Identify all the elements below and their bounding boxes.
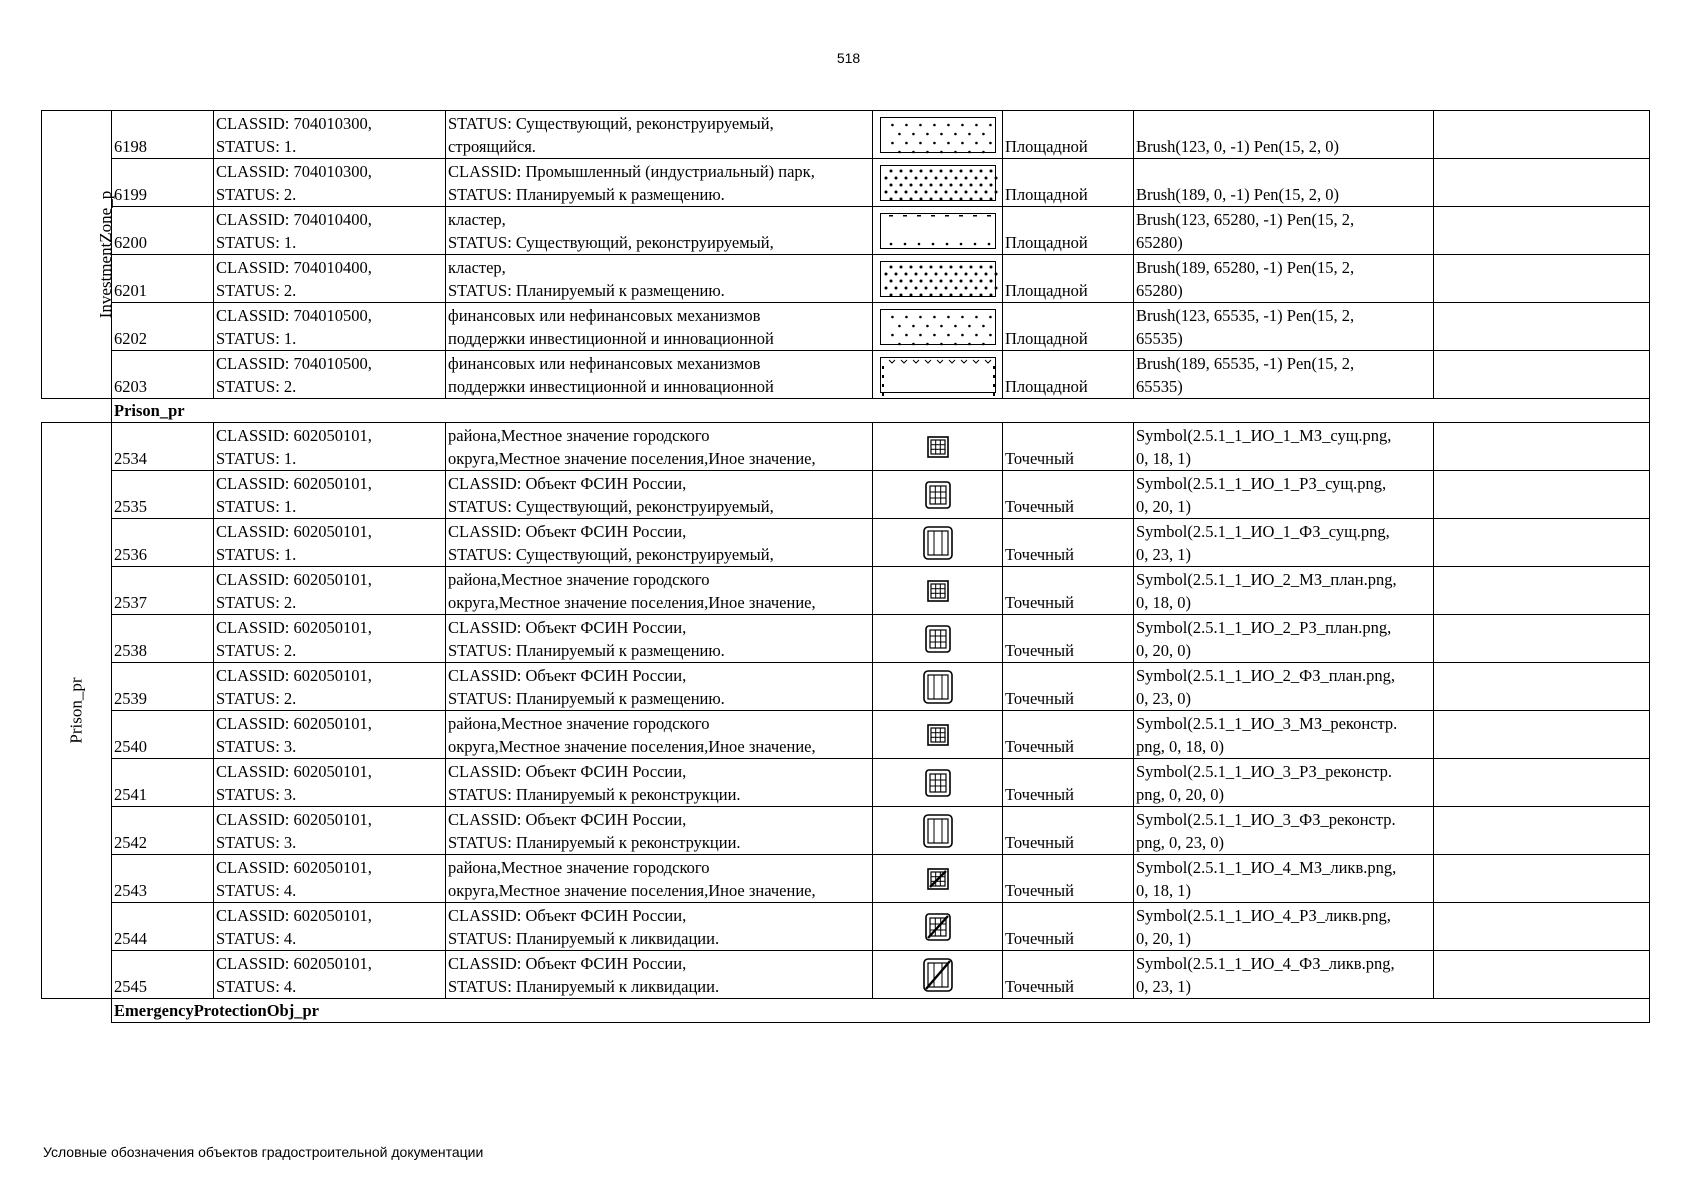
description-line-1: CLASSID: Объект ФСИН России, <box>448 666 687 685</box>
description-line-1: STATUS: Существующий, реконструируемый, <box>448 114 774 133</box>
description-line-1: района,Местное значение городского <box>448 426 710 445</box>
description-line-1: CLASSID: Объект ФСИН России, <box>448 810 687 829</box>
style-line-1: Brush(123, 65280, -1) Pen(15, 2, <box>1136 210 1355 229</box>
condition-line-2: STATUS: 2. <box>216 281 297 300</box>
description-line-2: STATUS: Планируемый к размещению. <box>448 281 725 300</box>
style-line-1: Symbol(2.5.1_1_ИО_4_ФЗ_ликв.png, <box>1136 954 1395 973</box>
symbol-table <box>41 110 1650 1023</box>
condition-line-1: CLASSID: 602050101, <box>216 906 372 925</box>
description-line-1: CLASSID: Объект ФСИН России, <box>448 906 687 925</box>
symbol-cell <box>873 663 1003 711</box>
table-row <box>42 903 1650 951</box>
row-id: 2535 <box>114 497 147 516</box>
condition-line-1: CLASSID: 704010400, <box>216 210 372 229</box>
condition-line-2: STATUS: 1. <box>216 329 297 348</box>
geometry-type: Площадной <box>1005 185 1088 204</box>
row-id: 6201 <box>114 281 147 300</box>
grid-medium-crossed-icon <box>873 913 1002 941</box>
description-line-2: STATUS: Планируемый к ликвидации. <box>448 929 720 948</box>
section-header-prison <box>42 399 1650 423</box>
table-row <box>42 423 1650 471</box>
row-id: 6198 <box>114 137 147 156</box>
empty-cell <box>1434 759 1650 807</box>
description-line-2: STATUS: Планируемый к размещению. <box>448 641 725 660</box>
empty-cell <box>1434 807 1650 855</box>
condition-line-2: STATUS: 2. <box>216 641 297 660</box>
row-id: 2543 <box>114 881 147 900</box>
footer-caption: Условные обозначения объектов градостроительной документации <box>43 1144 484 1160</box>
condition-line-2: STATUS: 2. <box>216 593 297 612</box>
row-id: 2536 <box>114 545 147 564</box>
symbol-cell <box>873 207 1003 255</box>
empty-cell <box>1434 351 1650 399</box>
condition-line-2: STATUS: 4. <box>216 977 297 996</box>
group-label-cell <box>42 423 112 999</box>
symbol-cell <box>873 615 1003 663</box>
table-row <box>42 807 1650 855</box>
style-line-2: 0, 23, 1) <box>1136 545 1191 564</box>
style-line-2: 0, 18, 1) <box>1136 449 1191 468</box>
style-line-2: 65535) <box>1136 377 1183 396</box>
frame-ticks-pattern-swatch <box>880 357 996 393</box>
geometry-type: Площадной <box>1005 281 1088 300</box>
grid-small-icon <box>873 580 1002 602</box>
description-line-2: STATUS: Планируемый к размещению. <box>448 689 725 708</box>
condition-line-1: CLASSID: 602050101, <box>216 810 372 829</box>
condition-line-2: STATUS: 3. <box>216 833 297 852</box>
row-id: 2541 <box>114 785 147 804</box>
geometry-type: Точечный <box>1005 689 1074 708</box>
style-line-1: Symbol(2.5.1_1_ИО_2_ФЗ_план.png, <box>1136 666 1395 685</box>
empty-cell <box>1434 615 1650 663</box>
geometry-type: Точечный <box>1005 497 1074 516</box>
style-line-1: Symbol(2.5.1_1_ИО_1_ФЗ_сущ.png, <box>1136 522 1390 541</box>
condition-line-1: CLASSID: 704010300, <box>216 114 372 133</box>
symbol-cell <box>873 567 1003 615</box>
empty-cell <box>1434 903 1650 951</box>
description-line-1: CLASSID: Объект ФСИН России, <box>448 522 687 541</box>
description-line-1: CLASSID: Промышленный (индустриальный) парк, <box>448 162 815 181</box>
description-line-2: STATUS: Планируемый к реконструкции. <box>448 785 741 804</box>
style-line-1: Symbol(2.5.1_1_ИО_1_МЗ_сущ.png, <box>1136 426 1392 445</box>
condition-line-1: CLASSID: 602050101, <box>216 522 372 541</box>
description-line-2: округа,Местное значение поселения,Иное значение, <box>448 593 816 612</box>
group-label: InvestmentZone_p <box>96 190 116 319</box>
style-line-1: Brush(189, 0, -1) Pen(15, 2, 0) <box>1136 185 1340 204</box>
table-row <box>42 519 1650 567</box>
symbol-cell <box>873 351 1003 399</box>
table-row <box>42 159 1650 207</box>
description-line-1: кластер, <box>448 210 506 229</box>
empty-cell <box>1434 471 1650 519</box>
empty-cell <box>1434 855 1650 903</box>
condition-line-1: CLASSID: 704010500, <box>216 306 372 325</box>
section-header-emergency <box>42 999 1650 1023</box>
description-line-2: STATUS: Существующий, реконструируемый, <box>448 233 774 252</box>
symbol-cell <box>873 855 1003 903</box>
geometry-type: Площадной <box>1005 137 1088 156</box>
description-line-2: STATUS: Существующий, реконструируемый, <box>448 545 774 564</box>
symbol-cell <box>873 303 1003 351</box>
empty-cell <box>1434 951 1650 999</box>
style-line-1: Brush(189, 65280, -1) Pen(15, 2, <box>1136 258 1355 277</box>
table-row <box>42 111 1650 159</box>
dense-dots-pattern-swatch <box>880 165 996 201</box>
empty-cell <box>1434 159 1650 207</box>
symbol-cell <box>873 759 1003 807</box>
row-id: 6199 <box>114 185 147 204</box>
description-line-2: округа,Местное значение поселения,Иное значение, <box>448 881 816 900</box>
table-row <box>42 711 1650 759</box>
geometry-type: Точечный <box>1005 881 1074 900</box>
condition-line-1: CLASSID: 602050101, <box>216 618 372 637</box>
sparse-dots-pattern-swatch <box>880 309 996 345</box>
style-line-1: Symbol(2.5.1_1_ИО_1_РЗ_сущ.png, <box>1136 474 1387 493</box>
description-line-2: STATUS: Планируемый к ликвидации. <box>448 977 720 996</box>
description-line-2: строящийся. <box>448 137 536 156</box>
empty-cell <box>1434 519 1650 567</box>
group-label: Prison_pr <box>67 677 86 744</box>
symbol-cell <box>873 807 1003 855</box>
row-id: 2538 <box>114 641 147 660</box>
section-title-prison: Prison_pr <box>114 401 185 420</box>
style-line-2: 0, 18, 1) <box>1136 881 1191 900</box>
style-line-1: Symbol(2.5.1_1_ИО_3_ФЗ_реконстр. <box>1136 810 1396 829</box>
geometry-type: Точечный <box>1005 737 1074 756</box>
description-line-1: финансовых или нефинансовых механизмов <box>448 306 761 325</box>
condition-line-2: STATUS: 1. <box>216 545 297 564</box>
empty-cell <box>1434 111 1650 159</box>
style-line-2: png, 0, 18, 0) <box>1136 737 1224 756</box>
geometry-type: Точечный <box>1005 833 1074 852</box>
style-line-1: Brush(123, 65535, -1) Pen(15, 2, <box>1136 306 1355 325</box>
style-line-1: Symbol(2.5.1_1_ИО_4_РЗ_ликв.png, <box>1136 906 1391 925</box>
group-label-cell <box>42 111 116 399</box>
grid-small-crossed-icon <box>873 868 1002 890</box>
symbol-cell <box>873 519 1003 567</box>
dense-dots-pattern-swatch <box>880 261 996 297</box>
bars-large-crossed-icon <box>873 958 1002 992</box>
geometry-type: Площадной <box>1005 233 1088 252</box>
condition-line-1: CLASSID: 602050101, <box>216 666 372 685</box>
style-line-1: Symbol(2.5.1_1_ИО_3_РЗ_реконстр. <box>1136 762 1393 781</box>
style-line-2: 65280) <box>1136 281 1183 300</box>
page-number: 518 <box>836 50 861 66</box>
style-line-1: Brush(123, 0, -1) Pen(15, 2, 0) <box>1136 137 1340 156</box>
geometry-type: Точечный <box>1005 929 1074 948</box>
empty-cell <box>1434 711 1650 759</box>
bars-large-icon <box>873 814 1002 848</box>
style-line-1: Symbol(2.5.1_1_ИО_2_РЗ_план.png, <box>1136 618 1392 637</box>
table-row <box>42 255 1650 303</box>
description-line-2: STATUS: Планируемый к реконструкции. <box>448 833 741 852</box>
row-id: 2539 <box>114 689 147 708</box>
condition-line-2: STATUS: 1. <box>216 449 297 468</box>
style-line-2: 0, 20, 1) <box>1136 497 1191 516</box>
symbol-cell <box>873 711 1003 759</box>
description-line-1: CLASSID: Объект ФСИН России, <box>448 762 687 781</box>
table-row <box>42 759 1650 807</box>
geometry-type: Точечный <box>1005 785 1074 804</box>
condition-line-1: CLASSID: 602050101, <box>216 762 372 781</box>
grid-medium-icon <box>873 481 1002 509</box>
symbol-cell <box>873 111 1003 159</box>
description-line-2: поддержки инвестиционной и инновационной <box>448 329 774 348</box>
style-line-2: 65280) <box>1136 233 1183 252</box>
condition-line-1: CLASSID: 602050101, <box>216 714 372 733</box>
geometry-type: Площадной <box>1005 377 1088 396</box>
condition-line-1: CLASSID: 602050101, <box>216 426 372 445</box>
style-line-1: Symbol(2.5.1_1_ИО_2_МЗ_план.png, <box>1136 570 1397 589</box>
description-line-1: района,Местное значение городского <box>448 858 710 877</box>
row-id: 2545 <box>114 977 147 996</box>
table-row <box>42 663 1650 711</box>
row-id: 6202 <box>114 329 147 348</box>
empty-cell <box>1434 207 1650 255</box>
condition-line-2: STATUS: 2. <box>216 377 297 396</box>
style-line-2: 0, 23, 1) <box>1136 977 1191 996</box>
row-id: 2544 <box>114 929 147 948</box>
condition-line-1: CLASSID: 602050101, <box>216 858 372 877</box>
grid-small-icon <box>873 436 1002 458</box>
table-row <box>42 207 1650 255</box>
condition-line-2: STATUS: 2. <box>216 689 297 708</box>
condition-line-1: CLASSID: 704010300, <box>216 162 372 181</box>
condition-line-1: CLASSID: 704010500, <box>216 354 372 373</box>
symbol-cell <box>873 255 1003 303</box>
table-row <box>42 615 1650 663</box>
symbol-cell <box>873 471 1003 519</box>
geometry-type: Площадной <box>1005 329 1088 348</box>
description-line-1: района,Местное значение городского <box>448 570 710 589</box>
geometry-type: Точечный <box>1005 977 1074 996</box>
row-id: 2540 <box>114 737 147 756</box>
geometry-type: Точечный <box>1005 641 1074 660</box>
description-line-2: поддержки инвестиционной и инновационной <box>448 377 774 396</box>
table-row <box>42 855 1650 903</box>
condition-line-2: STATUS: 4. <box>216 929 297 948</box>
style-line-2: 0, 20, 0) <box>1136 641 1191 660</box>
style-line-2: 0, 18, 0) <box>1136 593 1191 612</box>
row-id: 6200 <box>114 233 147 252</box>
section-title-emergency: EmergencyProtectionObj_pr <box>114 1001 319 1020</box>
description-line-2: STATUS: Планируемый к размещению. <box>448 185 725 204</box>
condition-line-2: STATUS: 2. <box>216 185 297 204</box>
description-line-2: STATUS: Существующий, реконструируемый, <box>448 497 774 516</box>
style-line-1: Symbol(2.5.1_1_ИО_4_МЗ_ликв.png, <box>1136 858 1397 877</box>
condition-line-1: CLASSID: 602050101, <box>216 954 372 973</box>
description-line-1: CLASSID: Объект ФСИН России, <box>448 954 687 973</box>
style-line-2: 65535) <box>1136 329 1183 348</box>
style-line-2: png, 0, 23, 0) <box>1136 833 1224 852</box>
geometry-type: Точечный <box>1005 545 1074 564</box>
style-line-1: Brush(189, 65535, -1) Pen(15, 2, <box>1136 354 1355 373</box>
empty-cell <box>1434 423 1650 471</box>
empty-cell <box>1434 303 1650 351</box>
symbol-cell <box>873 159 1003 207</box>
symbol-cell <box>873 423 1003 471</box>
table-row <box>42 351 1650 399</box>
sparse-dots-pattern-swatch <box>880 117 996 153</box>
edge-dots-pattern-swatch <box>880 213 996 249</box>
description-line-2: округа,Местное значение поселения,Иное значение, <box>448 449 816 468</box>
condition-line-1: CLASSID: 602050101, <box>216 570 372 589</box>
condition-line-1: CLASSID: 704010400, <box>216 258 372 277</box>
condition-line-2: STATUS: 1. <box>216 137 297 156</box>
bars-large-icon <box>873 526 1002 560</box>
row-id: 2534 <box>114 449 147 468</box>
geometry-type: Точечный <box>1005 449 1074 468</box>
condition-line-2: STATUS: 3. <box>216 737 297 756</box>
row-id: 2542 <box>114 833 147 852</box>
table-row <box>42 951 1650 999</box>
geometry-type: Точечный <box>1005 593 1074 612</box>
bars-large-icon <box>873 670 1002 704</box>
table-row <box>42 303 1650 351</box>
empty-cell <box>1434 663 1650 711</box>
empty-cell <box>1434 567 1650 615</box>
table-row <box>42 567 1650 615</box>
condition-line-2: STATUS: 4. <box>216 881 297 900</box>
grid-small-icon <box>873 724 1002 746</box>
style-line-2: png, 0, 20, 0) <box>1136 785 1224 804</box>
condition-line-2: STATUS: 1. <box>216 497 297 516</box>
row-id: 6203 <box>114 377 147 396</box>
description-line-1: CLASSID: Объект ФСИН России, <box>448 618 687 637</box>
condition-line-2: STATUS: 1. <box>216 233 297 252</box>
symbol-cell <box>873 951 1003 999</box>
description-line-1: финансовых или нефинансовых механизмов <box>448 354 761 373</box>
description-line-2: округа,Местное значение поселения,Иное значение, <box>448 737 816 756</box>
row-id: 2537 <box>114 593 147 612</box>
grid-medium-icon <box>873 769 1002 797</box>
symbol-cell <box>873 903 1003 951</box>
description-line-1: CLASSID: Объект ФСИН России, <box>448 474 687 493</box>
description-line-1: кластер, <box>448 258 506 277</box>
empty-cell <box>1434 255 1650 303</box>
description-line-1: района,Местное значение городского <box>448 714 710 733</box>
condition-line-1: CLASSID: 602050101, <box>216 474 372 493</box>
style-line-2: 0, 23, 0) <box>1136 689 1191 708</box>
condition-line-2: STATUS: 3. <box>216 785 297 804</box>
grid-medium-icon <box>873 625 1002 653</box>
style-line-1: Symbol(2.5.1_1_ИО_3_МЗ_реконстр. <box>1136 714 1398 733</box>
style-line-2: 0, 20, 1) <box>1136 929 1191 948</box>
table-row <box>42 471 1650 519</box>
